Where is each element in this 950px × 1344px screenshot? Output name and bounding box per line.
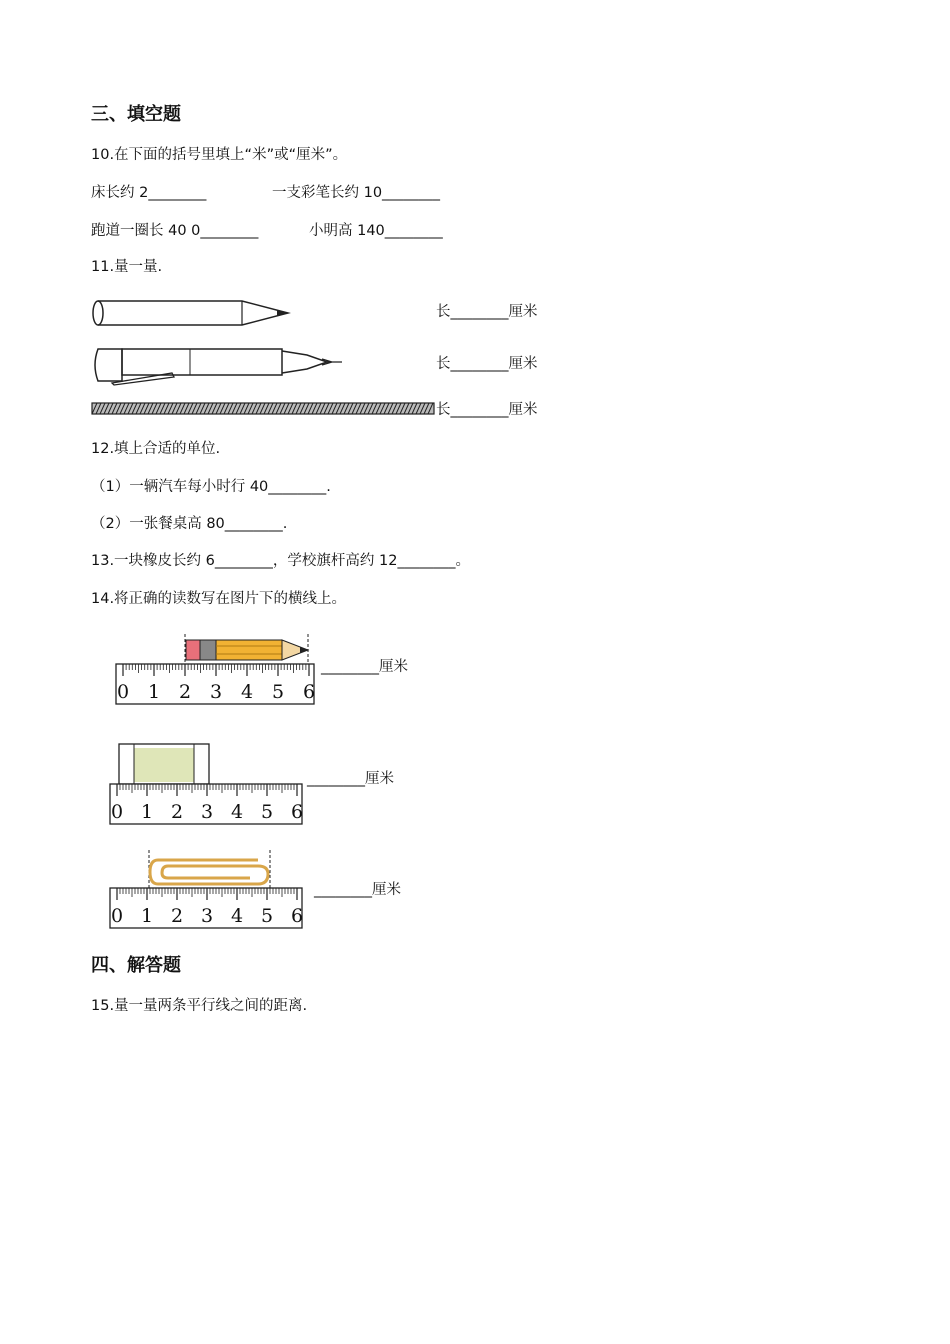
question-12-prompt: 12.填上合适的单位.	[91, 441, 221, 457]
section-title: 三、填空题	[91, 104, 181, 125]
ruler-digit: 4	[240, 681, 254, 703]
ruler-digit: 1	[147, 681, 161, 703]
ruler-digit: 5	[271, 681, 285, 703]
ruler-digit: 5	[260, 801, 274, 823]
ruler-digit: 3	[209, 681, 223, 703]
ruler-digit: 3	[200, 905, 214, 927]
question-10-prompt: 10.在下面的括号里填上“米”或“厘米”。	[91, 147, 348, 163]
ruler-digit: 1	[140, 905, 154, 927]
ruler-digit: 2	[170, 905, 184, 927]
ruler-digit: 6	[290, 905, 304, 927]
question-10-line2-a: 跑道一圈长 40 0________	[91, 223, 259, 239]
ruler-digit: 0	[116, 681, 130, 703]
ruler-digit: 3	[200, 801, 214, 823]
ruler-digit: 2	[170, 801, 184, 823]
ruler-digit: 5	[260, 905, 274, 927]
question-11-blank-2: 长________厘米	[436, 356, 538, 372]
ruler-eraser-figure	[108, 740, 308, 828]
question-14-blank-2: ________厘米	[307, 771, 394, 787]
question-10-line2-b: 小明高 140________	[309, 223, 443, 239]
question-10-line1-a: 床长约 2________	[91, 185, 207, 201]
question-14-blank-1: ________厘米	[321, 659, 408, 675]
question-10-line1-b: 一支彩笔长约 10________	[272, 185, 441, 201]
question-14-blank-3: ________厘米	[314, 882, 401, 898]
ruler-digit: 4	[230, 905, 244, 927]
ruler-digit: 0	[110, 801, 124, 823]
rope-drawing	[92, 402, 437, 416]
fountain-pen-drawing	[92, 345, 347, 387]
ruler-digit: 6	[302, 681, 316, 703]
question-11-prompt: 11.量一量.	[91, 259, 163, 275]
question-12-item-2: （2）一张餐桌高 80________.	[91, 516, 288, 532]
question-11-blank-1: 长________厘米	[436, 304, 538, 320]
ruler-digit: 6	[290, 801, 304, 823]
question-11-blank-3: 长________厘米	[436, 402, 538, 418]
ruler-paperclip-figure	[108, 848, 308, 932]
question-15-prompt: 15.量一量两条平行线之间的距离.	[91, 998, 308, 1014]
question-14-prompt: 14.将正确的读数写在图片下的横线上。	[91, 591, 347, 607]
ruler-digit: 4	[230, 801, 244, 823]
section-title-4: 四、解答题	[91, 955, 181, 976]
question-12-item-1: （1）一辆汽车每小时行 40________.	[91, 479, 331, 495]
ruler-digit: 2	[178, 681, 192, 703]
ruler-digit: 0	[110, 905, 124, 927]
pencil-drawing	[92, 296, 292, 330]
ruler-pencil-figure	[112, 632, 317, 710]
ruler-digit: 1	[140, 801, 154, 823]
question-13-prompt: 13.一块橡皮长约 6________，学校旗杆高约 12________。	[91, 553, 470, 569]
